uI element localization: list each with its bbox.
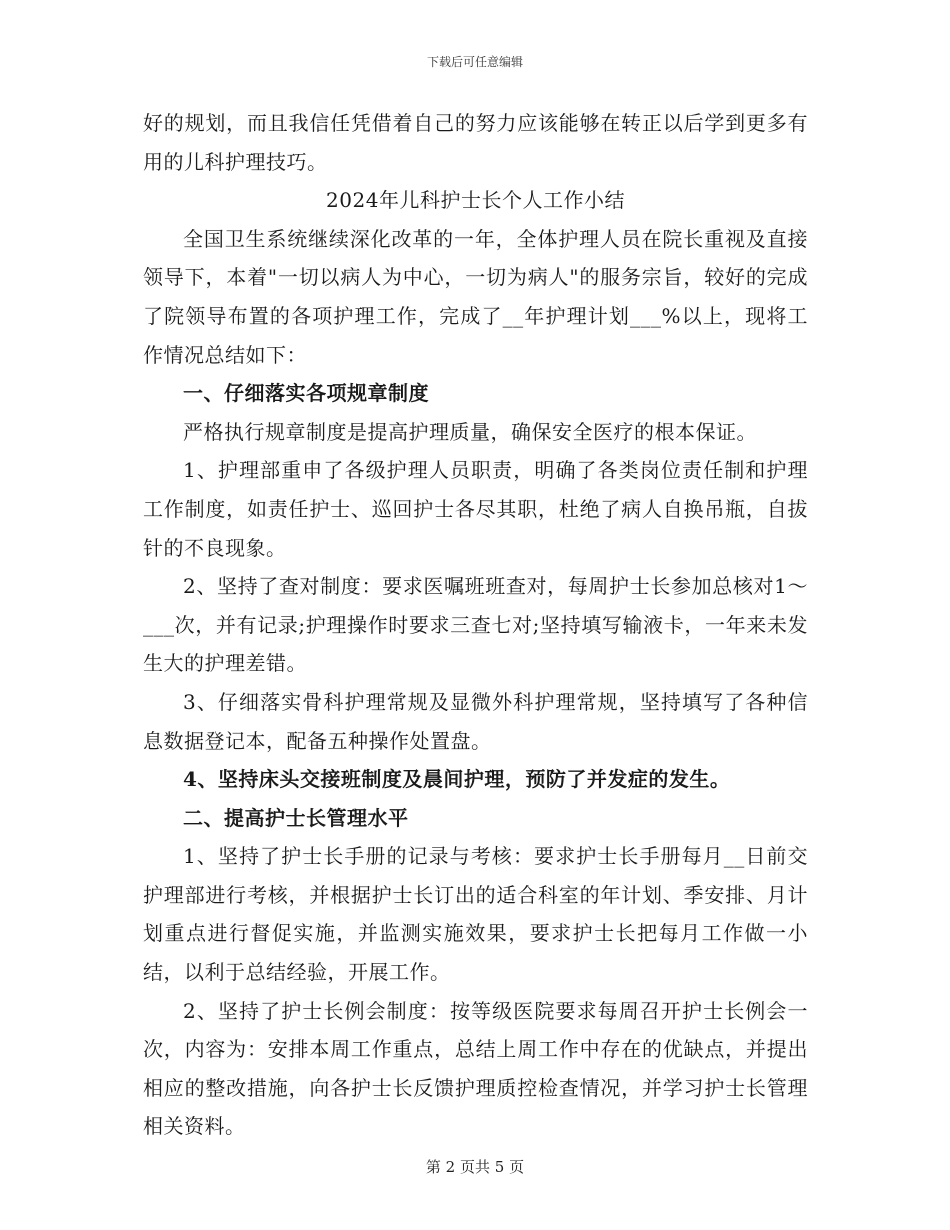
list-item: 1、护理部重申了各级护理人员职责，明确了各类岗位责任制和护理工作制度，如责任护士、巡回护士各尽其职，杜绝了病人自换吊瓶，自拔针的不良现象。 [143,458,808,560]
document-body [143,104,808,1146]
list-item: 2、坚持了护士长例会制度：按等级医院要求每周召开护士长例会一次，内容为：安排本周工作重点，总结上周工作中存在的优缺点，并提出相应的整改措施，向各护士长反馈护理质控检查情况，并学习护士长管理相关资料。 [143,998,808,1139]
page-footer: 第 2 页共 5 页 [425,1158,525,1176]
paragraph: 严格执行规章制度是提高护理质量，确保安全医疗的根本保证。 [183,419,757,444]
intro-paragraph: 全国卫生系统继续深化改革的一年，全体护理人员在院长重视及直接领导下，本着"一切以病人为中心，一切为病人"的服务宗旨，较好的完成了院领导布置的各项护理工作，完成了__年护理计划___%以上，现将工作情况总结如下： [143,226,808,367]
section-heading-1: 一、仔细落实各项规章制度 [183,381,429,406]
page-header: 下载后可任意编辑 [426,55,523,69]
list-item: 2、坚持了查对制度：要求医嘱班班查对，每周护士长参加总核对1～___次，并有记录;护理操作时要求三查七对;坚持填写输液卡，一年来未发生大的护理差错。 [143,574,808,676]
section-heading-2: 二、提高护士长管理水平 [183,805,409,830]
document-title: 2024年儿科护士长个人工作小结 [326,188,625,213]
paragraph-continuation: 好的规划，而且我信任凭借着自己的努力应该能够在转正以后学到更多有用的儿科护理技巧。 [143,111,808,174]
list-item: 3、仔细落实骨科护理常规及显微外科护理常规，坚持填写了各种信息数据登记本，配备五种操作处置盘。 [143,689,808,753]
list-item-bold: 4、坚持床头交接班制度及晨间护理，预防了并发症的发生。 [183,767,731,792]
list-item: 1、坚持了护士长手册的记录与考核：要求护士长手册每月__日前交护理部进行考核，并根据护士长订出的适合科室的年计划、季安排、月计划重点进行督促实施，并监测实施效果，要求护士长把每月工作做一小结，以利于总结经验，开展工作。 [143,844,808,985]
